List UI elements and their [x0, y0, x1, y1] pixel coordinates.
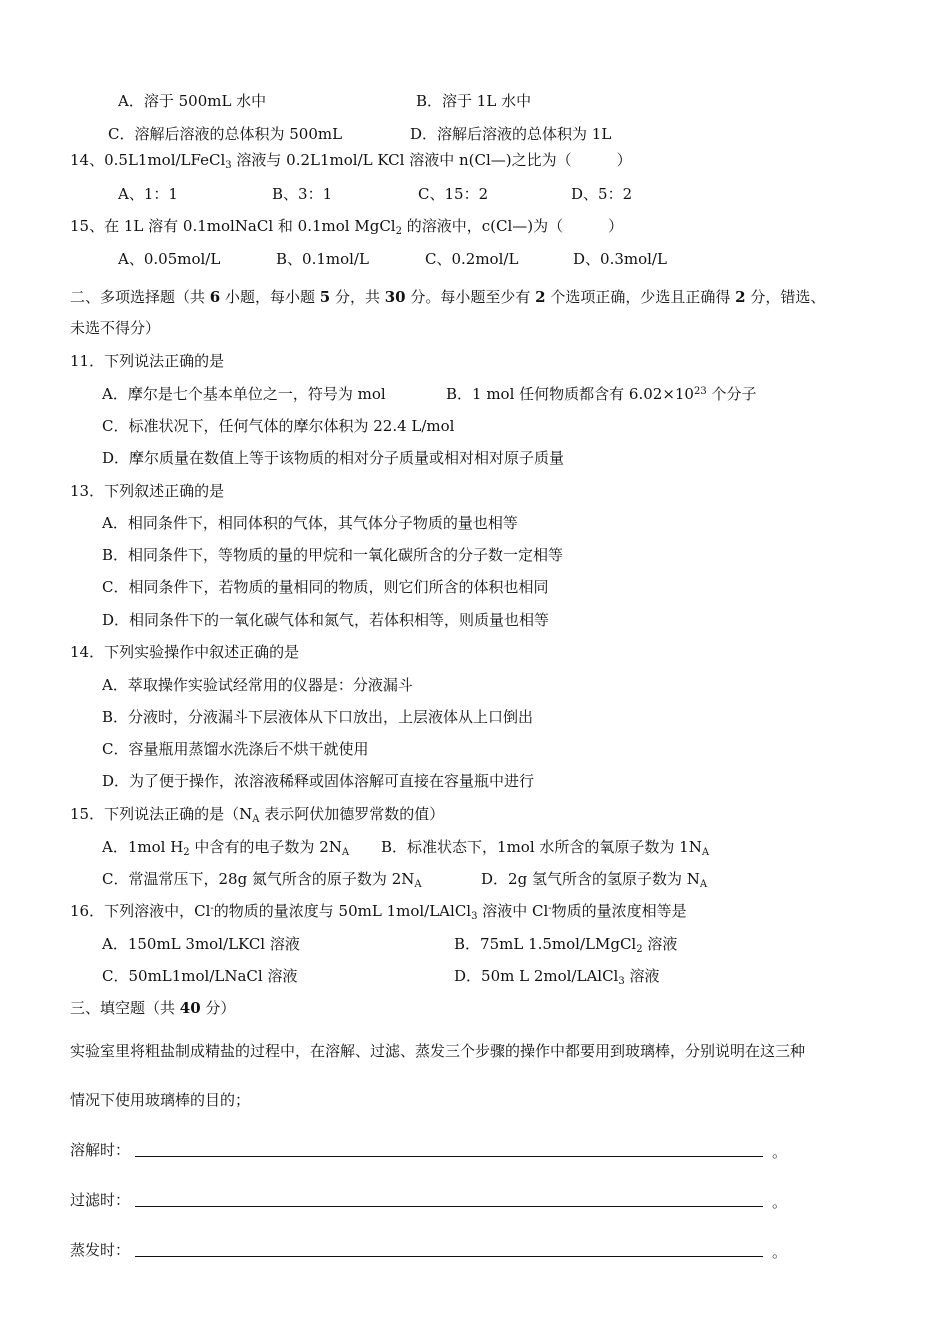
option-c: C．50mL1mol/LNaCl 溶液: [102, 967, 298, 985]
period-mark: 。: [772, 1193, 788, 1211]
section-3-paragraph: 实验室里将粗盐制成精盐的过程中，在溶解、过滤、蒸发三个步骤的操作中都要用到玻璃棒，分别说明在这三种: [70, 1042, 806, 1060]
section-3-heading: 三、填空题（共 40 分）: [70, 999, 236, 1017]
question-15b-stem: 15．下列说法正确的是（$N_A$ 表示阿伏加德罗常数的值）: [70, 805, 445, 825]
option-d: D、0.3mol/L: [573, 250, 667, 268]
option-b: B．标准状态下，1mol 水所含的氧原子数为 $1N_A$: [381, 838, 710, 858]
question-14a-stem: 14、0.5L1mol/LFeCl$_3$ 溶液与 0.2L1mol/L KCl 溶液中 n(Cl—)之比为（ ）: [70, 151, 632, 171]
question-15a-stem: 15、在 1L 溶有 0.1molNaCl 和 0.1mol MgCl$_2$ 的溶液中，c(Cl—)为（ ）: [70, 217, 624, 237]
question-14b-stem: 14．下列实验操作中叙述正确的是: [70, 643, 300, 661]
option-d: D．50m L 2mol/LAlCl$_3$ 溶液: [454, 967, 660, 987]
question-16-stem: 16．下列溶液中，Cl-的物质的量浓度与 50mL 1mol/LAlCl$_3$ 溶液中 Cl-物质的量浓度相等是: [70, 902, 687, 922]
option-c: C、15：2: [418, 185, 489, 203]
answer-blank-filter[interactable]: [135, 1206, 763, 1207]
option-b: B、0.1mol/L: [276, 250, 369, 268]
fill-label-dissolve: 溶解时：: [70, 1141, 131, 1159]
fill-label-filter: 过滤时：: [70, 1191, 131, 1209]
option-b: B．相同条件下，等物质的量的甲烷和一氧化碳所含的分子数一定相等: [102, 546, 564, 564]
answer-blank-evaporate[interactable]: [135, 1256, 763, 1257]
option-c: C．相同条件下，若物质的量相同的物质，则它们所含的体积也相同: [102, 578, 549, 596]
answer-blank-dissolve[interactable]: [135, 1156, 763, 1157]
option-b: B．1 mol 任何物质都含有 $6.02\times 10^{23}$ 个分子: [446, 385, 757, 403]
question-11-stem: 11．下列说法正确的是: [70, 352, 225, 370]
option-b: B．75mL 1.5mol/LMgCl$_2$ 溶液: [454, 935, 678, 955]
option-c: C．标准状况下，任何气体的摩尔体积为 22.4 L/mol: [102, 417, 455, 435]
option-d: D．溶解后溶液的总体积为 1L: [410, 125, 612, 143]
option-d: D．为了便于操作，浓溶液稀释或固体溶解可直接在容量瓶中进行: [102, 772, 535, 790]
option-a: A、1：1: [118, 185, 178, 203]
section-2-heading: 二、多项选择题（共 6 小题，每小题 5 分，共 30 分。每小题至少有 2 个选项正确，少选且正确得 2 分，错选、: [70, 288, 826, 306]
option-a: A．溶于 500mL 水中: [118, 92, 267, 110]
section-3-paragraph-cont: 情况下使用玻璃棒的目的；: [70, 1091, 251, 1109]
option-c: C．溶解后溶液的总体积为 500mL: [108, 125, 343, 143]
option-a: A．相同条件下，相同体积的气体，其气体分子物质的量也相等: [102, 514, 518, 532]
period-mark: 。: [772, 1243, 788, 1261]
option-a: A．摩尔是七个基本单位之一，符号为 mol: [102, 385, 386, 403]
option-d: D．摩尔质量在数值上等于该物质的相对分子质量或相对相对原子质量: [102, 449, 565, 467]
option-c: C．常温常压下，28g 氮气所含的原子数为 $2N_A$: [102, 870, 422, 890]
option-c: C．容量瓶用蒸馏水洗涤后不烘干就使用: [102, 740, 369, 758]
option-d: D．相同条件下的一氧化碳气体和氮气，若体积相等，则质量也相等: [102, 611, 550, 629]
section-2-heading-cont: 未选不得分）: [70, 319, 161, 337]
option-d: D．2g 氢气所含的氢原子数为 $N_A$: [481, 870, 708, 890]
fill-label-evaporate: 蒸发时：: [70, 1241, 131, 1259]
option-b: B．分液时，分液漏斗下层液体从下口放出，上层液体从上口倒出: [102, 708, 534, 726]
option-b: B．溶于 1L 水中: [416, 92, 532, 110]
option-d: D、5：2: [571, 185, 633, 203]
period-mark: 。: [772, 1143, 788, 1161]
option-a: A、0.05mol/L: [118, 250, 221, 268]
option-a: A．萃取操作实验试经常用的仪器是：分液漏斗: [102, 676, 413, 694]
question-13-stem: 13．下列叙述正确的是: [70, 482, 225, 500]
option-a: A．1mol $H_2$ 中含有的电子数为 $2N_A$: [102, 838, 350, 858]
option-b: B、3：1: [272, 185, 333, 203]
option-a: A．150mL 3mol/LKCl 溶液: [102, 935, 300, 953]
option-c: C、0.2mol/L: [425, 250, 519, 268]
